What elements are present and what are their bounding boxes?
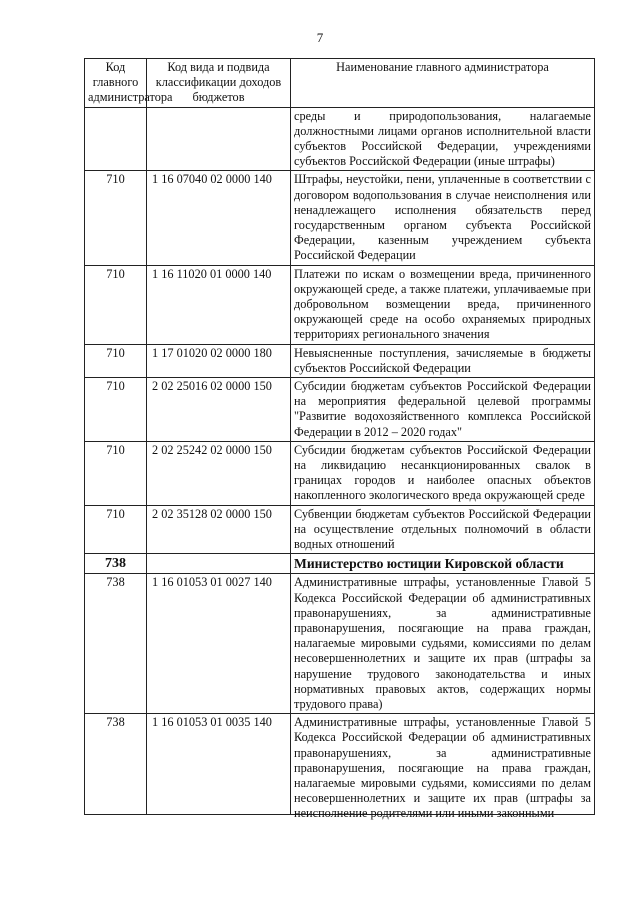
admin-name: Субсидии бюджетам субъектов Российской Федерации на мероприятия федеральной целевой программы "Развитие водохозяйственного комплекса Российской Федерации в 2012 – 2020 годах" bbox=[291, 378, 595, 442]
revenue-code: 1 16 01053 01 0035 140 bbox=[147, 714, 291, 815]
admin-code: 710 bbox=[85, 344, 147, 377]
revenue-code: 1 16 11020 01 0000 140 bbox=[147, 265, 291, 344]
ministry-empty-cell bbox=[147, 554, 291, 574]
table-row bbox=[85, 378, 595, 442]
revenue-code: 1 17 01020 02 0000 180 bbox=[147, 344, 291, 377]
ministry-row bbox=[85, 554, 595, 574]
admin-code: 738 bbox=[85, 574, 147, 714]
admin-name: Платежи по искам о возмещении вреда, причиненного окружающей среде, а также платежи, уплачиваемые при добровольном возмещении вреда, причиненного окружающей среде на особо охраняемых природных территориях регионального значения bbox=[291, 265, 595, 344]
revenue-code: 2 02 25242 02 0000 150 bbox=[147, 441, 291, 505]
admin-name: среды и природопользования, налагаемые должностными лицами органов исполнительной власти субъектов Российской Федерации, учреждениями субъектов Российской Федерации (иные штрафы) bbox=[291, 107, 595, 171]
admin-code bbox=[85, 107, 147, 171]
admin-code: 710 bbox=[85, 171, 147, 265]
admin-code: 710 bbox=[85, 505, 147, 554]
header-admin-code: Код главного администратора bbox=[85, 59, 147, 108]
table-row bbox=[85, 714, 595, 815]
table-row bbox=[85, 171, 595, 265]
admin-code: 738 bbox=[85, 714, 147, 815]
admin-name-truncated bbox=[291, 714, 595, 821]
page-number: 7 bbox=[316, 30, 324, 45]
admin-code: 710 bbox=[85, 378, 147, 442]
admin-code: 710 bbox=[85, 265, 147, 344]
table-row bbox=[85, 107, 595, 171]
revenue-table bbox=[84, 58, 595, 821]
table-row bbox=[85, 344, 595, 377]
revenue-code: 2 02 25016 02 0000 150 bbox=[147, 378, 291, 442]
admin-name: Штрафы, неустойки, пени, уплаченные в соответствии с договором водопользования в случае неисполнения или ненадлежащего исполнения обязательств перед государственным органом субъекта Российской Федерации, казенным учреждением субъекта Российской Федерации bbox=[291, 171, 595, 265]
admin-name: Субвенции бюджетам субъектов Российской Федерации на осуществление отдельных полномочий в области водных отношений bbox=[291, 505, 595, 554]
header-revenue-code: Код вида и подвида классификации доходов бюджетов bbox=[147, 59, 291, 108]
table-row bbox=[85, 265, 595, 344]
ministry-name: Министерство юстиции Кировской области bbox=[291, 554, 595, 574]
revenue-code: 2 02 35128 02 0000 150 bbox=[147, 505, 291, 554]
header-admin-name: Наименование главного администратора bbox=[291, 59, 595, 108]
table-row bbox=[85, 505, 595, 554]
admin-name: Административные штрафы, установленные Главой 5 Кодекса Российской Федерации об административных правонарушениях, за административные правонарушения, посягающие на права граждан, налагаемые мировыми судьями, комиссиями по делам несовершеннолетних и защите их прав (штрафы за нарушение трудового законодательства и иных нормативных правовых актов, содержащих нормы трудового права) bbox=[291, 574, 595, 714]
table-row bbox=[85, 441, 595, 505]
admin-code: 710 bbox=[85, 441, 147, 505]
revenue-code: 1 16 01053 01 0027 140 bbox=[147, 574, 291, 714]
table-header bbox=[85, 59, 595, 108]
revenue-code: 1 16 07040 02 0000 140 bbox=[147, 171, 291, 265]
revenue-code bbox=[147, 107, 291, 171]
admin-name: Субсидии бюджетам субъектов Российской Федерации на ликвидацию несанкционированных свалок в границах городов и наиболее опасных объектов накопленного экологического вреда окружающей среде bbox=[291, 441, 595, 505]
ministry-code: 738 bbox=[85, 554, 147, 574]
admin-name: Невыясненные поступления, зачисляемые в бюджеты субъектов Российской Федерации bbox=[291, 344, 595, 377]
table-row bbox=[85, 574, 595, 714]
admin-name-text: Административные штрафы, установленные Главой 5 Кодекса Российской Федерации об административных правонарушениях, за административные правонарушения, посягающие на права граждан, налагаемые мировыми судьями, комиссиями по делам несовершеннолетних и защите их прав (штрафы за неисполнение родителями или иными законными bbox=[294, 715, 591, 821]
